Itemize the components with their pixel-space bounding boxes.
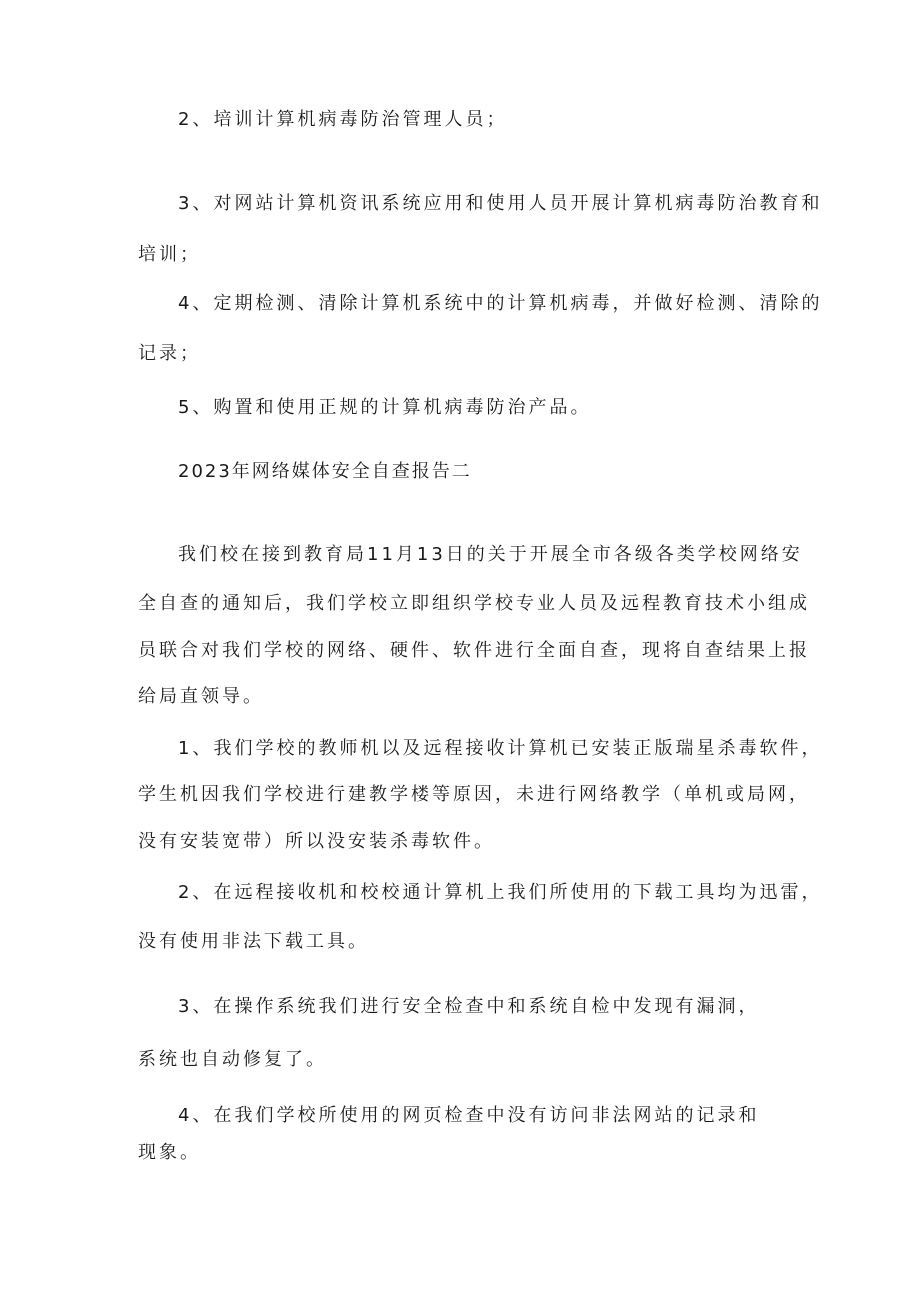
paragraph-item-3-line2: 培训；	[138, 244, 201, 265]
finding-1-line1: 1、我们学校的教师机以及远程接收计算机已安装正版瑞星杀毒软件，	[178, 738, 823, 759]
paragraph-item-4-line2: 记录；	[138, 343, 201, 364]
paragraph-item-2: 2、培训计算机病毒防治管理人员；	[178, 109, 508, 130]
intro-paragraph-line2: 全自查的通知后，我们学校立即组织学校专业人员及远程教育技术小组成	[138, 593, 810, 614]
finding-3-line1: 3、在操作系统我们进行安全检查中和系统自检中发现有漏洞，	[178, 996, 760, 1017]
finding-1-line3: 没有安装宽带）所以没安装杀毒软件。	[138, 831, 495, 852]
paragraph-item-5: 5、购置和使用正规的计算机病毒防治产品。	[178, 397, 592, 418]
intro-paragraph-line1: 我们校在接到教育局11月13日的关于开展全市各级各类学校网络安	[178, 544, 803, 565]
intro-paragraph-line3: 员联合对我们学校的网络、硬件、软件进行全面自查，现将自查结果上报	[138, 640, 810, 661]
paragraph-item-3-line1: 3、对网站计算机资讯系统应用和使用人员开展计算机病毒防治教育和	[178, 193, 823, 214]
finding-1-line2: 学生机因我们学校进行建教学楼等原因，未进行网络教学（单机或局网，	[138, 784, 810, 805]
intro-paragraph-line4: 给局直领导。	[138, 686, 264, 707]
finding-4-line1: 4、在我们学校所使用的网页检查中没有访问非法网站的记录和	[178, 1105, 760, 1126]
finding-4-line2: 现象。	[138, 1142, 201, 1163]
finding-3-line2: 系统也自动修复了。	[138, 1049, 327, 1070]
finding-2-line1: 2、在远程接收机和校校通计算机上我们所使用的下载工具均为迅雷，	[178, 882, 823, 903]
finding-2-line2: 没有使用非法下载工具。	[138, 931, 369, 952]
section-heading: 2023年网络媒体安全自查报告二	[178, 461, 472, 482]
paragraph-item-4-line1: 4、定期检测、清除计算机系统中的计算机病毒，并做好检测、清除的	[178, 293, 823, 314]
